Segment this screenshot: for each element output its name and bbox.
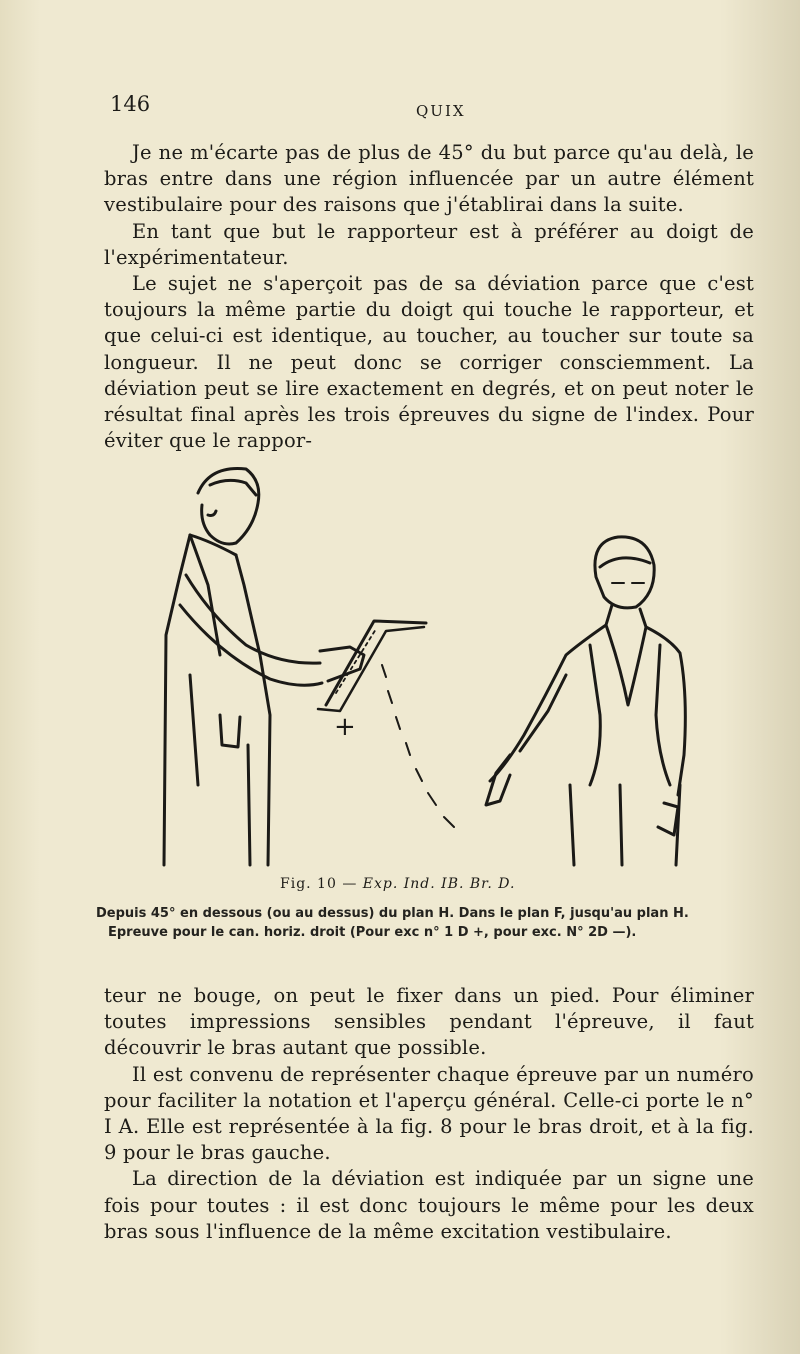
figure-legend-line-2: Epreuve pour le can. horiz. droit (Pour exc n° 1 D +, pour exc. N° 2D —).: [108, 925, 637, 940]
figure-title: Exp. Ind. IB. Br. D.: [362, 876, 516, 892]
paragraph-target-preference: En tant que but le rapporteur est à préférer au doigt de l'expérimentateur.: [104, 219, 754, 269]
experiment-drawing: [150, 455, 710, 875]
paragraph-fixation: teur ne bouge, on peut le fixer dans un pied. Pour éliminer toutes impressions sensibles pendant l'épreuve, il faut découvrir le bras autant que possible.: [104, 984, 754, 1060]
running-title: QUIX: [416, 102, 466, 120]
bottom-text-block: [104, 983, 754, 1245]
page-header: [110, 92, 670, 132]
deviation-path: [382, 665, 454, 827]
page-number: 146: [110, 92, 151, 116]
figure-legend-line-1: Depuis 45° en dessous (ou au dessus) du plan H. Dans le plan F, jusqu'au plan H.: [96, 906, 689, 921]
plus-sign: +: [334, 712, 356, 742]
paragraph-numbering: Il est convenu de représenter chaque épreuve par un numéro pour faciliter la notation et l'aperçu général. Celle-ci porte le n° I A. Elle est représentée à la fig. 8 pour le bras droit, et à la fig. 9 pour le bras gauche.: [104, 1062, 754, 1165]
figure-number: Fig. 10 —: [280, 876, 358, 892]
figure-legend: [96, 904, 766, 942]
subject-figure: [486, 537, 685, 865]
paragraph-subject-awareness: Le sujet ne s'aperçoit pas de sa déviation parce que c'est toujours la même partie du doigt qui touche le rapporteur, et que celui-ci est identique, au toucher, au toucher sur toute sa longueur. Il ne peut donc se corriger consciemment. La déviation peut se lire exactement en degrés, et on peut noter le résultat final après les trois épreuves du signe de l'index. Pour éviter que le rappor-: [104, 272, 754, 453]
figure-caption: [280, 876, 580, 892]
protractor: [318, 621, 426, 711]
top-text-block: [104, 140, 754, 454]
paragraph-direction-sign: La direction de la déviation est indiquée par un signe une fois pour toutes : il est donc toujours le même pour les deux bras sous l'influence de la même excitation vestibulaire.: [104, 1167, 754, 1243]
paragraph-deviation-limit: Je ne m'écarte pas de plus de 45° du but parce qu'au delà, le bras entre dans une région influencée par un autre élément vestibulaire pour des raisons que j'établirai dans la suite.: [104, 141, 754, 217]
experimenter-figure: [164, 469, 364, 866]
figure-illustration: [150, 455, 710, 875]
